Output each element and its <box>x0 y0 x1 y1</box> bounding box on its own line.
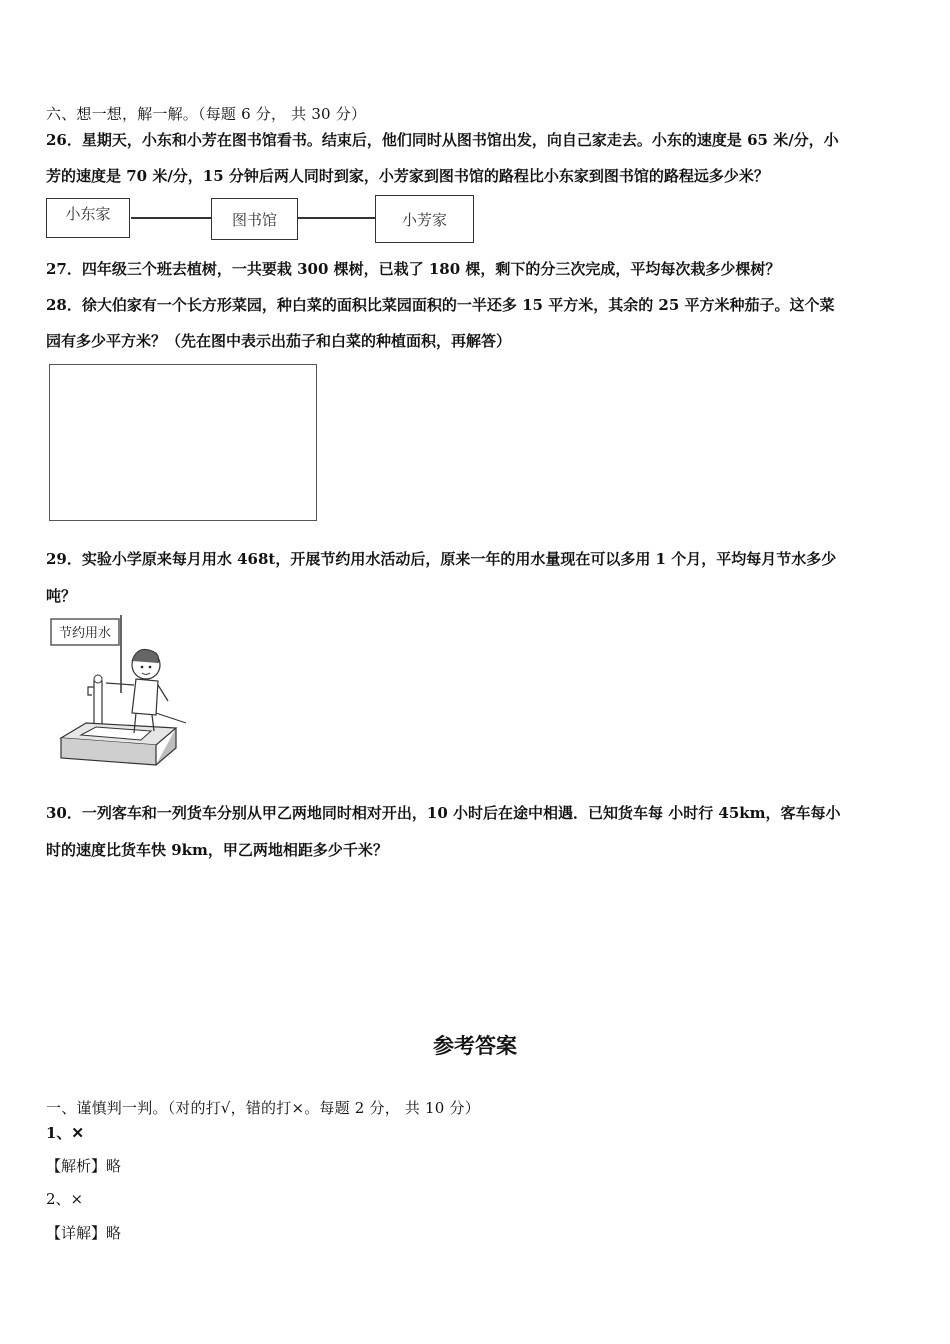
section-6-heading: 六、想一想，解一解。（每题 6 分， 共 30 分） <box>46 105 367 123</box>
answers-title: 参考答案 <box>433 1033 517 1058</box>
answer-1: 1、✕ <box>46 1124 85 1142</box>
question-26-line2: 芳的速度是 70 米/分，15 分钟后两人同时到家，小芳家到图书馆的路程比小东家到图书馆的路程远多少米？ <box>46 167 769 185</box>
box-xiaofang-home: 小芳家 <box>375 195 474 243</box>
question-30-line1: 30．一列客车和一列货车分别从甲乙两地同时相对开出，10 小时后在途中相遇．已知货车每 小时行 45km，客车每小 <box>46 804 841 822</box>
question-26-line1: 26．星期天，小东和小芳在图书馆看书。结束后，他们同时从图书馆出发，向自己家走去。小东的速度是 65 米/分，小 <box>46 131 839 149</box>
question-28-line1: 28．徐大伯家有一个长方形菜园，种白菜的面积比菜园面积的一半还多 15 平方米，其余的 25 平方米种茄子。这个菜 <box>46 296 835 314</box>
answers-section-1-heading: 一、谨慎判一判。（对的打√，错的打×。每题 2 分， 共 10 分） <box>46 1099 480 1117</box>
answer-2-note: 【详解】略 <box>46 1224 122 1242</box>
sign-text: 节约用水 <box>58 626 112 641</box>
answer-1-note: 【解析】略 <box>46 1157 122 1175</box>
question-30-line2: 时的速度比货车快 9km，甲乙两地相距多少千米？ <box>46 841 388 859</box>
box-library: 图书馆 <box>211 198 298 240</box>
water-saving-drawing <box>46 613 191 778</box>
water-saving-illustration <box>46 613 191 778</box>
question-27: 27．四年级三个班去植树，一共要栽 300 棵树，已栽了 180 棵，剩下的分三次完成，平均每次栽多少棵树？ <box>46 260 781 278</box>
question-29-line1: 29．实验小学原来每月用水 468t，开展节约用水活动后，原来一年的用水量现在可以多用 1 个月，平均每月节水多少 <box>46 550 837 568</box>
question-29-line2: 吨？ <box>46 587 77 605</box>
box-xiaodong-home: 小东家 <box>46 198 130 238</box>
connector-line <box>297 217 375 219</box>
question-28-line2: 园有多少平方米？（先在图中表示出茄子和白菜的种植面积，再解答） <box>46 332 512 350</box>
garden-rectangle <box>49 364 317 521</box>
connector-line <box>131 217 211 219</box>
answer-2: 2、× <box>46 1190 84 1208</box>
